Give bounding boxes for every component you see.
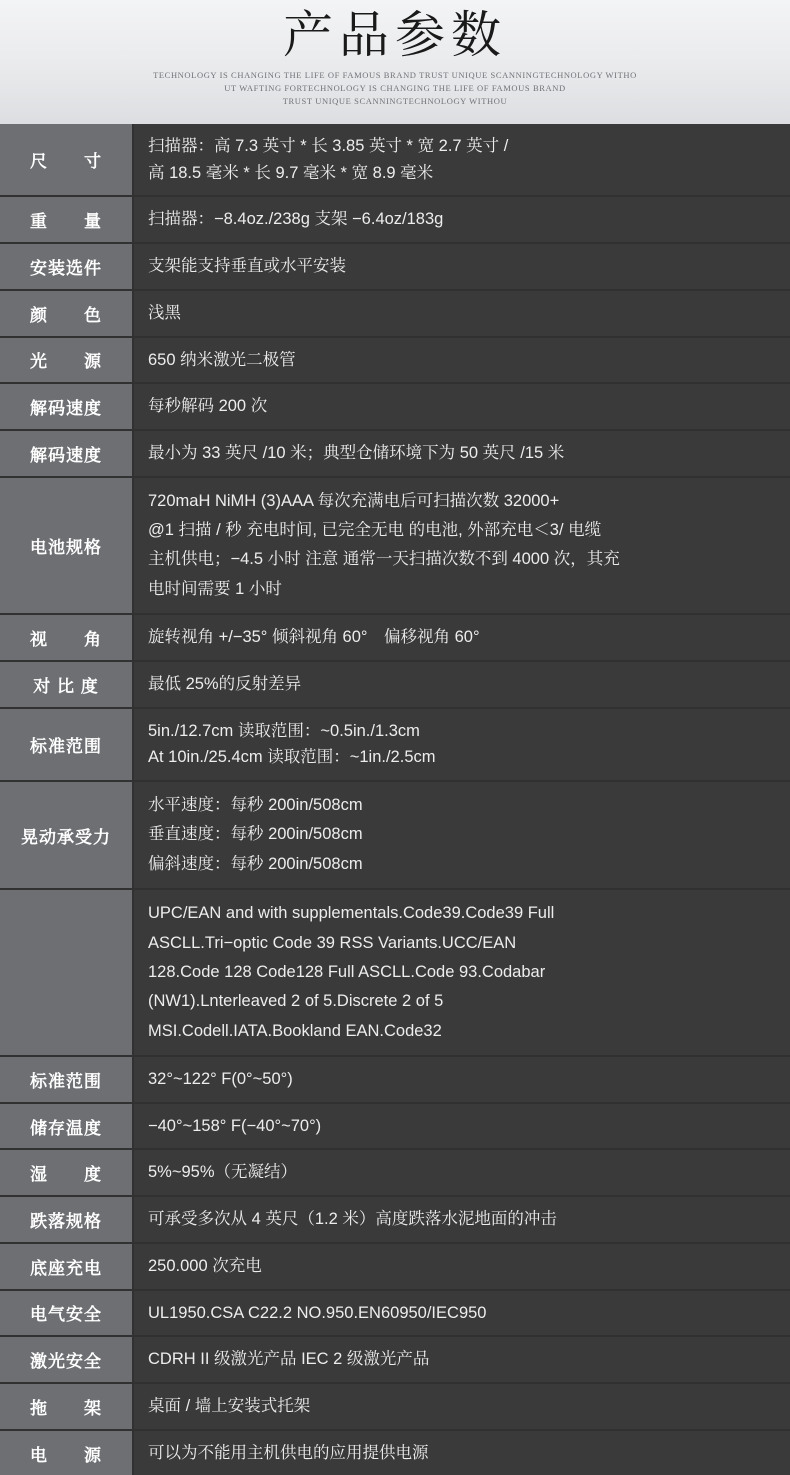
spec-value-line: 电时间需要 1 小时 <box>148 579 282 598</box>
spec-label-cell: 储存温度 <box>0 1104 134 1151</box>
spec-value-cell <box>134 1104 790 1151</box>
spec-value-cell <box>134 662 790 709</box>
spec-value-cell <box>134 291 790 338</box>
table-row <box>0 244 790 291</box>
spec-value-cell <box>134 197 790 244</box>
spec-table <box>0 124 790 1475</box>
table-row <box>0 124 790 197</box>
spec-label-cell <box>0 890 134 1057</box>
page-title: 产品参数 <box>283 7 507 63</box>
table-row <box>0 1291 790 1338</box>
spec-value-cell <box>134 244 790 291</box>
spec-label-cell: 对 比 度 <box>0 662 134 709</box>
spec-label-cell: 解码速度 <box>0 384 134 431</box>
spec-label-cell: 尺 寸 <box>0 124 134 197</box>
spec-value-cell <box>134 338 790 385</box>
table-row <box>0 384 790 431</box>
table-row <box>0 1384 790 1431</box>
spec-value-cell <box>134 709 790 782</box>
spec-value-cell <box>134 1337 790 1384</box>
spec-label-cell: 跌落规格 <box>0 1197 134 1244</box>
spec-value-cell <box>134 1197 790 1244</box>
table-row <box>0 662 790 709</box>
spec-value-line: 扫描器：高 7.3 英寸 * 长 3.85 英寸 * 宽 2.7 英寸 / <box>148 137 509 155</box>
table-row <box>0 1197 790 1244</box>
table-row <box>0 338 790 385</box>
spec-label-cell: 重 量 <box>0 197 134 244</box>
spec-value-line: 250.000 次充电 <box>148 1256 262 1275</box>
header-subtitle <box>0 69 790 109</box>
spec-value-cell <box>134 478 790 615</box>
spec-label-cell: 湿 度 <box>0 1150 134 1197</box>
spec-label-cell: 激光安全 <box>0 1337 134 1384</box>
spec-value-line: (NW1).Lnterleaved 2 of 5.Discrete 2 of 5 <box>148 992 444 1011</box>
spec-value-line: MSI.Codell.IATA.Bookland EAN.Code32 <box>148 1021 442 1040</box>
spec-value-line: 浅黑 <box>148 303 181 322</box>
table-row <box>0 431 790 478</box>
spec-value-line: 每秒解码 200 次 <box>148 397 268 416</box>
spec-value-cell <box>134 124 790 197</box>
spec-value-line: 128.Code 128 Code128 Full ASCLL.Code 93.Codabar <box>148 962 546 981</box>
spec-value-line: CDRH II 级激光产品 IEC 2 级激光产品 <box>148 1350 430 1369</box>
spec-label-cell: 底座充电 <box>0 1244 134 1291</box>
spec-label-cell: 光 源 <box>0 338 134 385</box>
spec-value-line: 水平速度：每秒 200in/508cm <box>148 796 363 815</box>
spec-value-cell <box>134 615 790 662</box>
spec-label-cell: 视 角 <box>0 615 134 662</box>
table-row <box>0 709 790 782</box>
spec-value-line: 650 纳米激光二极管 <box>148 350 296 369</box>
spec-value-line: 可以为不能用主机供电的应用提供电源 <box>148 1443 429 1462</box>
table-row <box>0 1104 790 1151</box>
header-subtitle-line: TRUST UNIQUE SCANNINGTECHNOLOGY WITHOU <box>282 96 508 107</box>
table-row <box>0 291 790 338</box>
header-subtitle-line: TECHNOLOGY IS CHANGING THE LIFE OF FAMOUS BRAND TRUST UNIQUE SCANNINGTECHNOLOGY WITHO <box>153 70 637 80</box>
spec-value-cell <box>134 890 790 1057</box>
spec-label-cell: 晃动承受力 <box>0 782 134 890</box>
table-row <box>0 890 790 1057</box>
spec-value-line: 720maH NiMH (3)AAA 每次充满电后可扫描次数 32000+ <box>148 491 560 510</box>
table-row <box>0 1244 790 1291</box>
spec-value-cell <box>134 384 790 431</box>
spec-value-line: ASCLL.Tri−optic Code 39 RSS Variants.UCC/EAN <box>148 933 517 952</box>
spec-value-line: 支架能支持垂直或水平安装 <box>148 257 346 276</box>
table-row <box>0 197 790 244</box>
spec-value-line: 可承受多次从 4 英尺（1.2 米）高度跌落水泥地面的冲击 <box>148 1210 557 1229</box>
spec-value-line: UPC/EAN and with supplementals.Code39.Code39 Full <box>148 904 555 923</box>
table-row <box>0 1431 790 1475</box>
table-row <box>0 1150 790 1197</box>
spec-value-line: 桌面 / 墙上安装式托架 <box>148 1396 311 1415</box>
spec-label-cell: 拖 架 <box>0 1384 134 1431</box>
spec-label-cell: 电池规格 <box>0 478 134 615</box>
spec-value-cell <box>134 782 790 890</box>
table-row <box>0 1057 790 1104</box>
table-row <box>0 615 790 662</box>
spec-value-cell <box>134 1291 790 1338</box>
spec-label-cell: 安装选件 <box>0 244 134 291</box>
table-row <box>0 782 790 890</box>
spec-value-cell <box>134 1244 790 1291</box>
table-row <box>0 478 790 615</box>
spec-value-cell <box>134 431 790 478</box>
spec-value-line: 垂直速度：每秒 200in/508cm <box>148 825 363 844</box>
spec-label-cell: 颜 色 <box>0 291 134 338</box>
spec-value-line: 5%~95%（无凝结） <box>148 1163 298 1182</box>
spec-label-cell: 标准范围 <box>0 709 134 782</box>
spec-label-cell: 标准范围 <box>0 1057 134 1104</box>
spec-value-cell <box>134 1384 790 1431</box>
spec-label-cell: 解码速度 <box>0 431 134 478</box>
spec-label-cell: 电气安全 <box>0 1291 134 1338</box>
table-row <box>0 1337 790 1384</box>
spec-value-line: 旋转视角 +/−35° 倾斜视角 60° 偏移视角 60° <box>148 628 480 647</box>
spec-value-line: @1 扫描 / 秒 充电时间, 已完全无电 的电池, 外部充电＜3/ 电缆 <box>148 521 602 540</box>
spec-value-line: −40°~158° F(−40°~70°) <box>148 1116 322 1135</box>
spec-label-cell: 电 源 <box>0 1431 134 1475</box>
spec-value-line: At 10in./25.4cm 读取范围：~1in./2.5cm <box>148 748 436 767</box>
spec-value-line: 最小为 33 英尺 /10 米；典型仓储环境下为 50 英尺 /15 米 <box>148 444 565 463</box>
spec-value-line: 主机供电；−4.5 小时 注意 通常一天扫描次数不到 4000 次，其充 <box>148 550 620 569</box>
spec-value-line: 高 18.5 毫米 * 长 9.7 毫米 * 宽 8.9 毫米 <box>148 163 434 182</box>
spec-value-line: 最低 25%的反射差异 <box>148 674 302 693</box>
spec-value-line: 扫描器：−8.4oz./238g 支架 −6.4oz/183g <box>148 210 444 229</box>
page-header <box>0 0 790 124</box>
spec-value-cell <box>134 1431 790 1475</box>
spec-value-line: 偏斜速度：每秒 200in/508cm <box>148 854 363 873</box>
spec-value-line: 32°~122° F(0°~50°) <box>148 1069 293 1088</box>
spec-value-cell <box>134 1150 790 1197</box>
spec-value-line: 5in./12.7cm 读取范围：~0.5in./1.3cm <box>148 721 420 740</box>
header-subtitle-line: UT WAFTING FORTECHNOLOGY IS CHANGING THE LIFE OF FAMOUS BRAND <box>224 83 566 94</box>
spec-value-line: UL1950.CSA C22.2 NO.950.EN60950/IEC950 <box>148 1303 487 1322</box>
spec-value-cell <box>134 1057 790 1104</box>
